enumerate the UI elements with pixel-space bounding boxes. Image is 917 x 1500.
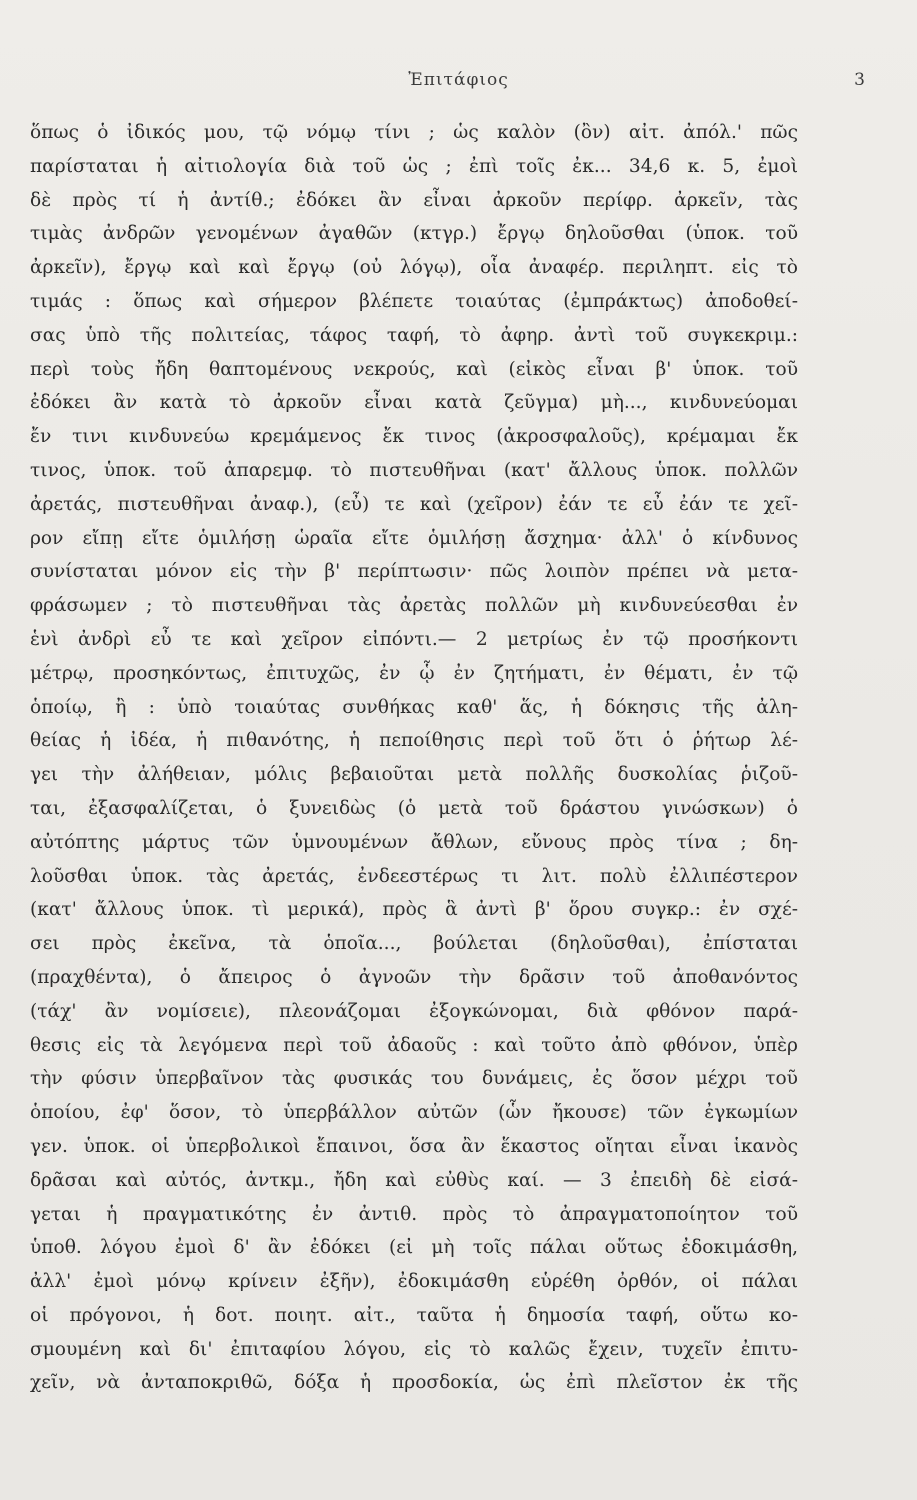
running-title: Ἐπιτάφιος — [408, 70, 509, 90]
commentary-text — [30, 116, 798, 1400]
text-line: τιμάς : ὅπως καὶ σήμερον βλέπετε τοιαύτας (ἐμπράκτως) ἀποδοθεί- — [30, 290, 798, 312]
text-line: γεται ἡ πραγματικότης ἐν ἀντιθ. πρὸς τὸ ἀπραγματοποίητον τοῦ — [30, 1203, 798, 1225]
text-line: θεσις εἰς τὰ λεγόμενα περὶ τοῦ ἀδαοῦς : καὶ τοῦτο ἀπὸ φθόνον, ὑπὲρ — [30, 1034, 798, 1056]
text-line: γει τὴν ἀλήθειαν, μόλις βεβαιοῦται μετὰ πολλῆς δυσκολίας ῥιζοῦ- — [30, 764, 798, 786]
text-line: σμουμένη καὶ δι' ἐπιταφίου λόγου, εἰς τὸ καλῶς ἔχειν, τυχεῖν ἐπιτυ- — [30, 1338, 798, 1360]
text-line: τιμὰς ἀνδρῶν γενομένων ἀγαθῶν (κτγρ.) ἔργῳ δηλοῦσθαι (ὑποκ. τοῦ — [30, 223, 798, 245]
text-line: ἀλλ' ἐμοὶ μόνῳ κρίνειν ἐξῆν), ἐδοκιμάσθη εὑρέθη ὀρθόν, οἱ πάλαι — [30, 1271, 798, 1293]
text-line: σει πρὸς ἐκεῖνα, τὰ ὁποῖα..., βούλεται (δηλοῦσθαι), ἐπίσταται — [30, 933, 798, 955]
text-line: τὴν φύσιν ὑπερβαῖνον τὰς φυσικάς του δυνάμεις, ἐς ὅσον μέχρι τοῦ — [30, 1068, 798, 1090]
text-line: (τάχ' ἂν νομίσειε), πλεονάζομαι ἐξογκώνομαι, διὰ φθόνον παρά- — [30, 1000, 798, 1022]
text-line: χεῖν, νὰ ἀνταποκριθῶ, δόξα ἡ προσδοκία, ὡς ἐπὶ πλεῖστον ἐκ τῆς — [30, 1372, 798, 1394]
text-line: παρίσταται ἡ αἰτιολογία διὰ τοῦ ὡς ; ἐπὶ τοῖς ἐκ... 34,6 κ. 5, ἐμοὶ — [30, 155, 798, 177]
text-line: γεν. ὑποκ. οἱ ὑπερβολικοὶ ἔπαινοι, ὅσα ἂν ἕκαστος οἴηται εἶναι ἱκανὸς — [30, 1135, 798, 1157]
text-line: ἔν τινι κινδυνεύω κρεμάμενος ἔκ τινος (ἀκροσφαλοῦς), κρέμαμαι ἔκ — [30, 426, 798, 448]
page-header — [0, 70, 917, 94]
text-line: ὁποίῳ, ἢ : ὑπὸ τοιαύτας συνθήκας καθ' ἅς, ἡ δόκησις τῆς ἀλη- — [30, 696, 798, 718]
text-line: οἱ πρόγονοι, ἡ δοτ. ποιητ. αἰτ., ταῦτα ἡ δημοσία ταφή, οὕτω κο- — [30, 1304, 798, 1326]
text-line: ὅπως ὁ ἰδικός μου, τῷ νόμῳ τίνι ; ὡς καλὸν (ὂν) αἰτ. ἀπόλ.' πῶς — [30, 122, 798, 143]
text-line: (κατ' ἄλλους ὑποκ. τὶ μερικά), πρὸς ἃ ἀντὶ β' ὅρου συγκρ.: ἐν σχέ- — [30, 899, 798, 921]
text-line: ται, ἐξασφαλίζεται, ὁ ξυνειδὼς (ὁ μετὰ τοῦ δράστου γινώσκων) ὁ — [30, 797, 798, 819]
text-line: τινος, ὑποκ. τοῦ ἀπαρεμφ. τὸ πιστευθῆναι (κατ' ἄλλους ὑποκ. πολλῶν — [30, 459, 798, 481]
text-line: αὐτόπτης μάρτυς τῶν ὑμνουμένων ἄθλων, εὔνους πρὸς τίνα ; δη- — [30, 831, 798, 853]
text-line: ἑνὶ ἀνδρὶ εὖ τε καὶ χεῖρον εἰπόντι.— 2 μετρίως ἐν τῷ προσήκοντι — [30, 628, 798, 650]
text-line: λοῦσθαι ὑποκ. τὰς ἀρετάς, ἐνδεεστέρως τι λιτ. πολὺ ἐλλιπέστερον — [30, 865, 798, 887]
text-line: δὲ πρὸς τί ἡ ἀντίθ.; ἐδόκει ἂν εἶναι ἀρκοῦν περίφρ. ἀρκεῖν, τὰς — [30, 189, 798, 211]
text-line: σας ὑπὸ τῆς πολιτείας, τάφος ταφή, τὸ ἀφηρ. ἀντὶ τοῦ συγκεκριμ.: — [30, 324, 798, 346]
text-line: ἀρετάς, πιστευθῆναι ἀναφ.), (εὖ) τε καὶ (χεῖρον) ἐάν τε εὖ ἐάν τε χεῖ- — [30, 493, 798, 515]
text-line: ἀρκεῖν), ἔργῳ καὶ καὶ ἔργῳ (οὐ λόγῳ), οἷα ἀναφέρ. περιληπτ. εἰς τὸ — [30, 257, 798, 279]
text-line: μέτρῳ, προσηκόντως, ἐπιτυχῶς, ἐν ᾧ ἐν ζητήματι, ἐν θέματι, ἐν τῷ — [30, 662, 798, 684]
text-line: συνίσταται μόνον εἰς τὴν β' περίπτωσιν· πῶς λοιπὸν πρέπει νὰ μετα- — [30, 561, 798, 583]
text-line: δρᾶσαι καὶ αὐτός, ἀντκμ., ἤδη καὶ εὐθὺς καί. — 3 ἐπειδὴ δὲ εἰσά- — [30, 1169, 798, 1191]
text-line: ὁποίου, ἐφ' ὅσον, τὸ ὑπερβάλλον αὐτῶν (ὧν ἤκουσε) τῶν ἐγκωμίων — [30, 1102, 798, 1124]
text-line: περὶ τοὺς ἤδη θαπτομένους νεκρούς, καὶ (εἰκὸς εἶναι β' ὑποκ. τοῦ — [30, 358, 798, 380]
text-line: (πραχθέντα), ὁ ἄπειρος ὁ ἀγνοῶν τὴν δρᾶσιν τοῦ ἀποθανόντος — [30, 966, 798, 988]
text-line: θείας ἡ ἰδέα, ἡ πιθανότης, ἡ πεποίθησις περὶ τοῦ ὅτι ὁ ῥήτωρ λέ- — [30, 730, 798, 752]
text-line: ἐδόκει ἂν κατὰ τὸ ἀρκοῦν εἶναι κατὰ ζεῦγμα) μὴ..., κινδυνεύομαι — [30, 392, 798, 414]
text-line: φράσωμεν ; τὸ πιστευθῆναι τὰς ἀρετὰς πολλῶν μὴ κινδυνεύεσθαι ἐν — [30, 595, 798, 617]
page-number: 3 — [854, 70, 865, 90]
text-line: ρον εἴπῃ εἴτε ὁμιλήσῃ ὡραῖα εἴτε ὁμιλήσῃ ἄσχημα· ἀλλ' ὁ κίνδυνος — [30, 527, 798, 549]
text-line: ὑποθ. λόγου ἐμοὶ δ' ἂν ἐδόκει (εἰ μὴ τοῖς πάλαι οὕτως ἐδοκιμάσθη, — [30, 1237, 798, 1259]
